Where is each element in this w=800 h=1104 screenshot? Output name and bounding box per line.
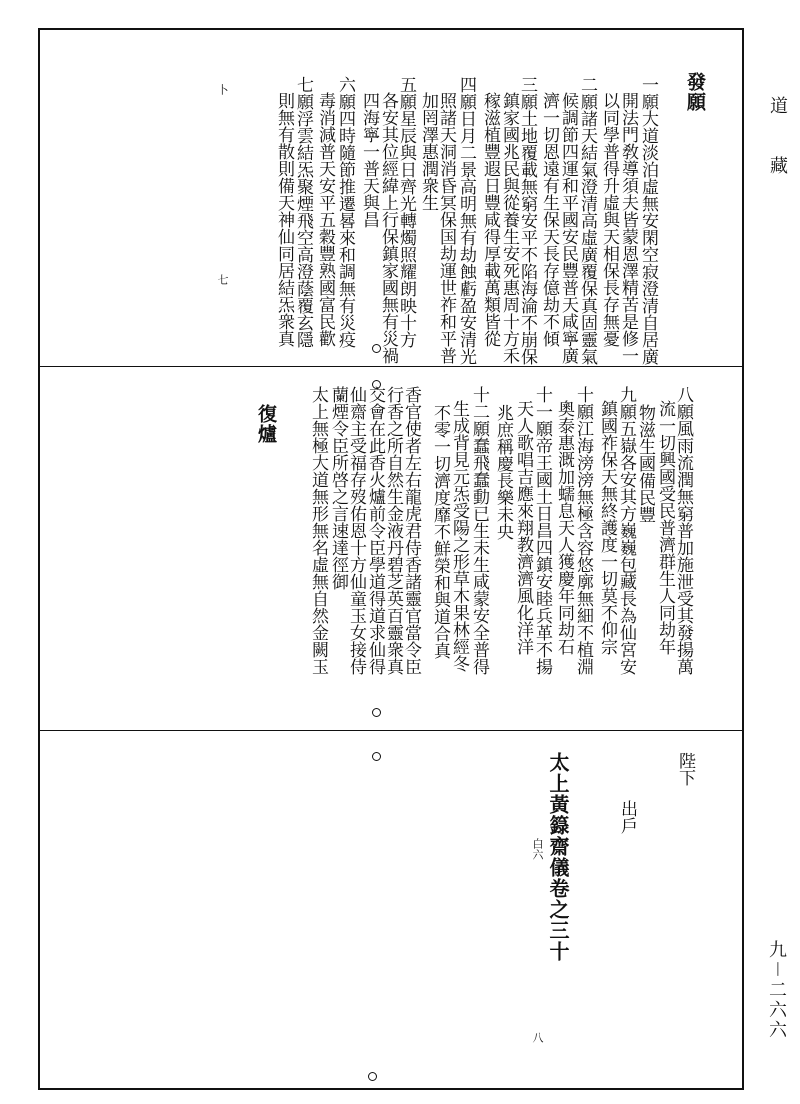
text-column: 各安其位經緯上行保鎮家國無有災禍 — [378, 92, 398, 364]
text-column: 四願日月二景高明無有劫蝕虧盈安清光 — [456, 76, 476, 365]
text-column: 開法門敎導須夫皆蒙恩澤精苦是修一 — [618, 92, 638, 364]
section-heading: 復爐 — [255, 404, 277, 444]
text-column: 加罔澤惠潤衆生 — [418, 92, 438, 211]
text-column: 物滋生國備民豐 — [635, 404, 655, 523]
text-column: 候調節四運和平國安民豐普天咸寧廣 — [558, 92, 578, 364]
text-column: 照諸天洞消昏冥保国劫運世祚和平普 — [436, 92, 456, 364]
margin-note: 白六 — [531, 838, 544, 860]
text-column: 兆庶稱慶長樂未央 — [493, 404, 513, 540]
text-column: 香官使者左右龍虎君侍香諸靈官當令臣 — [401, 386, 421, 675]
text-column: 二願諸天結氣澄清高虛廣覆保真固靈氣 — [577, 76, 597, 365]
text-column: 三願土地覆載無窮安平不陷海淪不崩保 — [517, 76, 537, 365]
text-column: 六願四時隨節推遷晷來和調無有災疫 — [335, 76, 355, 348]
text-column: 交會在此香火爐前令臣學道得道求仙得 — [365, 386, 385, 675]
text-column: 濟一切恩遠有生保天長存億劫不傾 — [539, 92, 559, 347]
text-column: 以同學普得升虛與天相保長存無憂 — [599, 92, 619, 347]
text-column: 五願星辰與日齊光轉燭照耀朗映十方 — [396, 76, 416, 348]
text-column: 八願風雨流潤無窮普加施泄受其發揚萬 — [673, 386, 693, 675]
text-column: 一願大道淡泊虛無安閑空寂澄清自居廣 — [638, 76, 658, 365]
section-heading: 發願 — [684, 72, 706, 112]
text-column: 天人歌唱吉應來翔教濟濟風化洋洋 — [513, 400, 533, 655]
text-column: 生成背見元炁受陽之形草木果林經冬 — [449, 400, 469, 672]
text-column: 不零一切濟度靡不鮮榮和與道合真 — [430, 404, 450, 659]
text-column: 九願五嶽各安其方巍巍包藏長為仙宮安 — [616, 386, 636, 675]
text-column: 則無有散則備天神仙同居結炁衆真 — [274, 92, 294, 347]
binding-circle — [372, 708, 381, 717]
text-column: 十一願帝王國土日昌四鎮安睦兵革不揚 — [532, 386, 552, 675]
text-column: 行香之所自然生金液丹碧芝英百靈衆真 — [383, 386, 403, 675]
volume-title: 太上黃籙齋儀卷之三十 — [546, 752, 570, 962]
panel-divider-1 — [38, 366, 744, 367]
text-column: 四海寧一普天與昌 — [359, 92, 379, 228]
text-column: 太上無極大道無形無名虛無自然金闕玉 — [308, 386, 328, 675]
page-number: 九－二六六 — [766, 940, 787, 1040]
text-column: 稼滋植豐遐日豐咸得厚載萬類皆從 — [480, 92, 500, 347]
text-column: 陛下 — [675, 752, 695, 786]
binding-circle — [372, 752, 381, 761]
margin-note: 七 — [216, 274, 229, 285]
text-column: 鎮國祚保天無終護度一切莫不仰宗 — [597, 400, 617, 655]
text-column: 奧泰惠溉加蠕息天人獲慶年同劫石 — [554, 400, 574, 655]
binding-circle — [368, 1072, 377, 1081]
text-column: 十二願蠢飛蠢動已生未生咸蒙安全普得 — [469, 386, 489, 675]
text-column: 十願江海滂滂無極含容悠廓無細不植淵 — [573, 386, 593, 675]
collection-label: 道 藏 — [767, 96, 788, 186]
page-mark: 八 — [531, 1032, 544, 1043]
text-column: 流一切興國受民普濟群生人同劫年 — [655, 400, 675, 655]
panel-divider-2 — [38, 730, 744, 731]
text-column: 鎮家國兆民與從養生安死惠周十方禾 — [499, 92, 519, 364]
text-column: 毒消減普天安平五穀豐熟國富民歡 — [315, 92, 335, 347]
text-column: 仙齋主受福存歿佑恩十方仙童玉女接侍 — [346, 386, 366, 675]
margin-note: 卜 — [216, 84, 229, 95]
text-column: 出戶 — [617, 800, 637, 834]
text-column: 七願浮雲結炁聚煙飛空高澄蔭覆玄隱 — [293, 76, 313, 348]
text-column: 蘭煙令臣所啓之言速達徑御 — [328, 386, 348, 590]
